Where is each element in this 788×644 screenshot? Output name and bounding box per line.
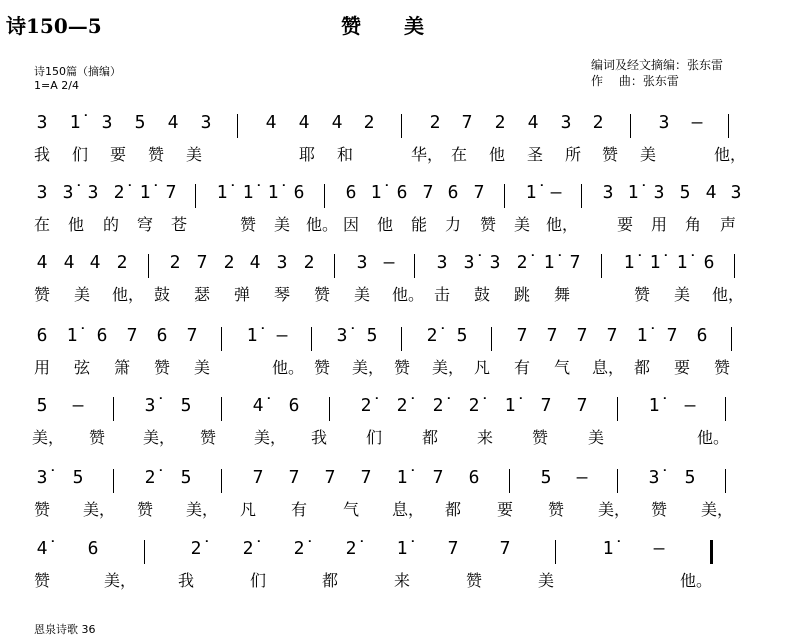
note: 2 [169,252,181,273]
lyric-syllable: 赞 [239,215,256,234]
note: 3 [36,182,48,203]
barline [491,327,492,351]
barline [144,540,145,564]
score-row [32,383,752,459]
lyric-syllable: 赞 [479,215,496,234]
lyric-syllable: 赞 [650,500,667,519]
barline [555,540,556,564]
note: 2 [592,112,604,133]
barline [334,254,335,278]
note: 1̇ [246,325,258,346]
note: 3 [200,112,212,133]
note: 4 [63,252,75,273]
lyric-syllable: 美， [254,428,287,447]
lyric-syllable: 美， [104,571,137,590]
lyric-syllable: 美， [701,500,734,519]
lyric-syllable: 们 [71,145,88,164]
barline [401,114,402,138]
lyric-syllable: 赞 [136,500,153,519]
lyric-syllable: 来 [476,428,493,447]
note: 3̇ [648,467,660,488]
lyric-syllable: 鼓 [473,285,490,304]
note: 3̇ [336,325,348,346]
lyric-syllable: 要 [673,358,690,377]
barline [401,327,402,351]
barline [414,254,415,278]
lyric-syllable: 我 [33,145,50,164]
note: 2̇ [396,395,408,416]
note: 5 [366,325,378,346]
note: 2 [116,252,128,273]
lyric-syllable: 鼓 [153,285,170,304]
note: 5 [679,182,691,203]
lyric-syllable: 力 [444,215,461,234]
lyric-line [32,214,752,236]
lyric-syllable: 赞 [601,145,618,164]
barline [237,114,238,138]
note: 2 [303,252,315,273]
note: 7 [569,252,581,273]
note: 7 [196,252,208,273]
note: 7 [461,112,473,133]
lyric-syllable: 赞 [393,358,410,377]
note: 6 [468,467,480,488]
note: 6 [288,395,300,416]
lyric-syllable: 来 [393,571,410,590]
lyric-syllable: 美 [193,358,210,377]
note: 5 [134,112,146,133]
score-row [32,313,752,389]
note: 7 [126,325,138,346]
note: 3 [602,182,614,203]
note: 7 [165,182,177,203]
barline [581,184,582,208]
lyric-syllable: 美 [673,285,690,304]
note: 3 [276,252,288,273]
note: 1̇ [242,182,254,203]
lyric-syllable: 穹 [136,215,153,234]
lyric-syllable: 美， [186,500,219,519]
note: – [383,252,395,273]
note: – [276,325,288,346]
note: 7 [360,467,372,488]
lyric-syllable: 箫 [113,358,130,377]
lyric-syllable: 们 [249,571,266,590]
note: 7 [473,182,485,203]
lyric-syllable: 都 [633,358,650,377]
note: 4 [705,182,717,203]
note: 7 [324,467,336,488]
lyric-line [32,144,752,166]
lyric-syllable: 都 [321,571,338,590]
lyric-syllable: 美， [432,358,465,377]
lyric-syllable: 美 [587,428,604,447]
barline [329,397,330,421]
note: 3 [436,252,448,273]
lyric-syllable: 瑟 [193,285,210,304]
note: 3̇ [463,252,475,273]
lyric-syllable: 在 [33,215,50,234]
note: 1̇ [543,252,555,273]
note: 3 [489,252,501,273]
lyric-syllable: 美 [73,285,90,304]
note: 1̇ [66,325,78,346]
lyric-syllable: 在 [450,145,467,164]
note: 4 [331,112,343,133]
barline [311,327,312,351]
note: 5 [36,395,48,416]
note: 1̇ [396,467,408,488]
lyric-syllable: 有 [290,500,307,519]
lyric-syllable: 我 [310,428,327,447]
note: 2 [429,112,441,133]
lyric-syllable: 赞 [88,428,105,447]
note-line [32,321,752,349]
note: 3̇ [36,467,48,488]
note: 3̇ [144,395,156,416]
barline [601,254,602,278]
lyric-syllable: 美 [513,215,530,234]
note: 1̇ [636,325,648,346]
note: 3 [101,112,113,133]
note: 2̇ [345,538,357,559]
note: 1̇ [525,182,537,203]
note: 2̇ [426,325,438,346]
note: 1̇ [627,182,639,203]
note: 2 [494,112,506,133]
note: 3̇ [62,182,74,203]
note: 6 [703,252,715,273]
lyric-syllable: 美， [143,428,176,447]
note: 7 [576,395,588,416]
note-line [32,534,752,562]
note: 7 [546,325,558,346]
note: 7 [499,538,511,559]
lyric-syllable: 耶 [298,145,315,164]
note: 1̇ [676,252,688,273]
note: 2̇ [190,538,202,559]
score-row [32,526,752,602]
note: 4̇ [36,538,48,559]
lyric-syllable: 有 [513,358,530,377]
lyric-syllable: 舞 [553,285,570,304]
lyric-syllable: 美， [32,428,65,447]
lyric-syllable: 赞 [547,500,564,519]
lyric-syllable: 美 [185,145,202,164]
note: 2̇ [113,182,125,203]
lyric-syllable: 赞 [633,285,650,304]
note: – [653,538,665,559]
note: 1̇ [649,252,661,273]
note: 7 [606,325,618,346]
note: 7 [516,325,528,346]
lyric-syllable: 美， [352,358,385,377]
lyric-syllable: 美， [83,500,116,519]
lyric-syllable: 苍 [170,215,187,234]
lyric-syllable: 角 [684,215,701,234]
lyric-syllable: 息， [392,500,425,519]
lyric-line [32,357,752,379]
lyric-syllable: 用 [33,358,50,377]
barline [509,469,510,493]
song-title: 赞 美 [341,14,442,38]
note: – [684,395,696,416]
note: 2̇ [144,467,156,488]
lyric-syllable: 们 [365,428,382,447]
note: 4 [89,252,101,273]
lyric-syllable: 圣 [526,145,543,164]
lyric-syllable: 我 [177,571,194,590]
lyric-syllable: 华， [411,145,444,164]
lyric-syllable: 他。 [306,215,339,234]
note-line [32,178,752,206]
lyric-syllable: 赞 [33,285,50,304]
note: 6 [87,538,99,559]
note: 7 [252,467,264,488]
lyric-syllable: 的 [102,215,119,234]
lyric-syllable: 他 [67,215,84,234]
note: 6 [696,325,708,346]
lyric-syllable: 赞 [713,358,730,377]
note: 6 [396,182,408,203]
lyric-syllable: 他， [546,215,579,234]
note: 5 [684,467,696,488]
note: 1̇ [69,112,81,133]
final-barline [710,540,713,564]
note-line [32,391,752,419]
lyric-syllable: 凡 [473,358,490,377]
lyric-syllable: 赞 [465,571,482,590]
lyric-syllable: 要 [616,215,633,234]
lyric-syllable: 美 [537,571,554,590]
note: 2̇ [468,395,480,416]
lyric-syllable: 和 [336,145,353,164]
note: 7 [288,467,300,488]
lyric-syllable: 息， [592,358,625,377]
note: 6 [156,325,168,346]
lyric-syllable: 赞 [33,571,50,590]
lyric-syllable: 他， [714,145,747,164]
barline [725,469,726,493]
note: 4 [36,252,48,273]
note: 4 [298,112,310,133]
note: 2̇ [432,395,444,416]
note: 2̇ [293,538,305,559]
note: 1̇ [216,182,228,203]
note: 7 [540,395,552,416]
lyric-syllable: 美 [273,215,290,234]
note: 1̇ [504,395,516,416]
barline [734,254,735,278]
note-line [32,248,752,276]
note: – [72,395,84,416]
lyric-syllable: 凡 [239,500,256,519]
lyric-syllable: 用 [650,215,667,234]
note: 1̇ [623,252,635,273]
note: 1̇ [370,182,382,203]
lyric-syllable: 他。 [680,571,713,590]
note-line [32,108,752,136]
note: 2̇ [360,395,372,416]
lyric-syllable: 弦 [73,358,90,377]
note: – [550,182,562,203]
note: 1̇ [602,538,614,559]
note: 4 [167,112,179,133]
barline [324,184,325,208]
note: 5 [540,467,552,488]
note: 4 [265,112,277,133]
lyric-syllable: 气 [342,500,359,519]
lyric-syllable: 赞 [531,428,548,447]
note: 1̇ [396,538,408,559]
note: 7 [432,467,444,488]
lyric-syllable: 琴 [273,285,290,304]
lyric-syllable: 赞 [147,145,164,164]
note: 2̇ [516,252,528,273]
score-row [32,100,752,176]
lyric-syllable: 美 [353,285,370,304]
note: 7 [186,325,198,346]
note: 3 [36,112,48,133]
note: 4 [527,112,539,133]
lyric-syllable: 要 [496,500,513,519]
note: 1̇ [139,182,151,203]
note: 7 [447,538,459,559]
note: 6 [447,182,459,203]
barline [113,469,114,493]
lyric-syllable: 赞 [153,358,170,377]
lyric-syllable: 他， [712,285,745,304]
composer-credit: 作 曲：张东雷 [591,74,679,88]
note: 6 [36,325,48,346]
lyric-syllable: 赞 [313,285,330,304]
lyric-line [32,427,752,449]
note: 1̇ [648,395,660,416]
lyric-line [32,284,752,306]
note: 5 [72,467,84,488]
note: 6 [96,325,108,346]
lyricist-credit: 编词及经文摘编：张东雷 [591,58,724,72]
lyric-syllable: 他 [376,215,393,234]
note: 3 [356,252,368,273]
lyric-syllable: 声 [719,215,736,234]
source-text: 诗150篇（摘编） [34,65,121,78]
barline [504,184,505,208]
note: 1̇ [267,182,279,203]
lyric-line [32,570,752,592]
page-footer: 恩泉诗歌 36 [34,623,96,636]
note: 5 [456,325,468,346]
note-line [32,463,752,491]
lyric-syllable: 弹 [233,285,250,304]
score-row [32,240,752,316]
lyric-syllable: 都 [421,428,438,447]
score-row [32,170,752,246]
lyric-syllable: 美 [639,145,656,164]
barline [731,327,732,351]
barline [617,397,618,421]
key-signature: 1=A 2/4 [34,79,79,92]
note: 2 [223,252,235,273]
barline [221,327,222,351]
lyric-syllable: 他。 [392,285,425,304]
note: 5 [180,395,192,416]
note: 6 [345,182,357,203]
lyric-syllable: 气 [553,358,570,377]
lyric-syllable: 击 [433,285,450,304]
note: 5 [180,467,192,488]
note: – [576,467,588,488]
note: 7 [666,325,678,346]
barline [148,254,149,278]
lyric-syllable: 他。 [272,358,305,377]
lyric-syllable: 能 [410,215,427,234]
lyric-syllable: 所 [564,145,581,164]
lyric-syllable: 赞 [313,358,330,377]
note: 2 [363,112,375,133]
score-row [32,455,752,531]
lyric-syllable: 要 [109,145,126,164]
barline [728,114,729,138]
note: 3 [653,182,665,203]
lyric-syllable: 他。 [697,428,730,447]
lyric-syllable: 美， [598,500,631,519]
lyric-line [32,499,752,521]
barline [221,469,222,493]
note: 7 [576,325,588,346]
note: 3 [87,182,99,203]
note: 2̇ [242,538,254,559]
lyric-syllable: 因 [342,215,359,234]
lyric-syllable: 他 [488,145,505,164]
lyric-syllable: 跳 [513,285,530,304]
lyric-syllable: 他， [112,285,145,304]
note: – [691,112,703,133]
barline [113,397,114,421]
note: 6 [293,182,305,203]
barline [195,184,196,208]
lyric-syllable: 都 [444,500,461,519]
barline [221,397,222,421]
note: 3 [560,112,572,133]
note: 4 [249,252,261,273]
barline [630,114,631,138]
lyric-syllable: 赞 [33,500,50,519]
note: 7 [422,182,434,203]
note: 3 [658,112,670,133]
note: 4̇ [252,395,264,416]
barline [725,397,726,421]
hymn-reference: 诗150—5 [6,14,102,38]
note: 3 [730,182,742,203]
lyric-syllable: 赞 [199,428,216,447]
barline [617,469,618,493]
